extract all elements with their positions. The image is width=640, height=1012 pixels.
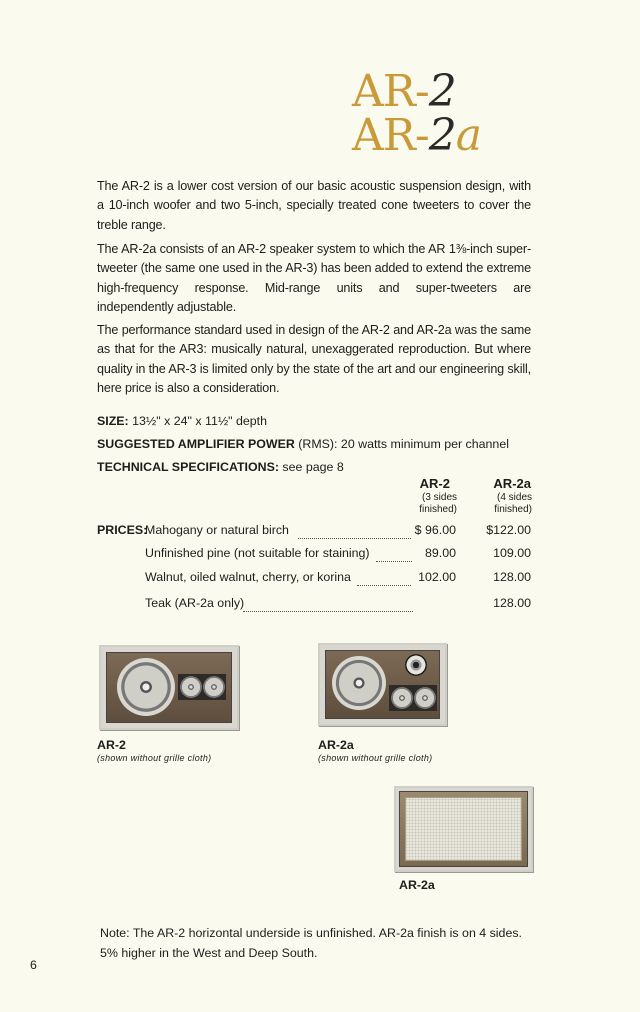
col-head-ar2a: AR-2a <box>493 476 531 491</box>
title-suffix: a <box>455 110 482 161</box>
col-note-ar2 <box>395 492 457 516</box>
leader-dots <box>243 599 413 612</box>
ar2a-caption: AR-2a <box>318 738 354 752</box>
tweeter-icon <box>414 687 436 709</box>
ar2a-grille-caption: AR-2a <box>399 878 435 892</box>
amp-value: (RMS): 20 watts minimum per channel <box>294 437 509 451</box>
price-ar2: 89.00 <box>424 546 456 560</box>
size-value: 13½" x 24" x 11½" depth <box>128 414 268 428</box>
title-ar2a <box>352 110 482 161</box>
col-note-line: finished) <box>419 504 457 515</box>
speaker-cabinet <box>399 791 528 867</box>
price-ar2: $ 96.00 <box>414 523 456 537</box>
title-ar2 <box>352 66 456 117</box>
price-row <box>0 596 640 614</box>
price-row-label: Walnut, oiled walnut, cherry, or korina <box>145 570 351 584</box>
price-row-label: Unfinished pine (not suitable for staining) <box>145 546 370 560</box>
ar2-caption: AR-2 <box>97 738 126 752</box>
price-ar2a: 128.00 <box>493 596 531 610</box>
prices-label: PRICES: <box>97 523 148 537</box>
ar2-subcaption: (shown without grille cloth) <box>97 753 212 763</box>
col-note-line: (4 sides <box>496 492 532 503</box>
size-label: SIZE: <box>97 414 129 428</box>
intro-paragraph: The AR-2 is a lower cost version of our basic acoustic suspension design, with a 10-inch woofer and two 5-inch, specially treated cone tweeters to cover the treble range. <box>97 179 531 232</box>
col-note-line: finished) <box>494 504 532 515</box>
super-tweeter-icon <box>405 654 427 676</box>
amp-spec <box>97 435 509 453</box>
title-prefix: AR- <box>352 110 429 161</box>
title-number: 2 <box>428 110 456 161</box>
ar2a-speaker-image <box>318 643 447 726</box>
price-row <box>0 546 640 564</box>
page-number: 6 <box>30 958 37 972</box>
tech-value: see page 8 <box>278 460 344 474</box>
price-row <box>0 570 640 588</box>
tweeter-panel <box>178 674 226 700</box>
speaker-cabinet <box>106 652 232 723</box>
ar2a-subcaption: (shown without grille cloth) <box>318 753 433 763</box>
title-number: 2 <box>428 66 456 117</box>
speaker-cabinet <box>325 650 440 719</box>
title-prefix: AR- <box>352 66 429 117</box>
grille-cloth <box>405 797 522 861</box>
price-ar2: 102.00 <box>418 570 456 584</box>
price-row-label: Mahogany or natural birch <box>145 523 289 537</box>
col-note-line: (3 sides <box>421 492 457 503</box>
tech-label: TECHNICAL SPECIFICATIONS: <box>97 460 279 474</box>
size-spec <box>97 412 267 430</box>
col-head-ar2: AR-2 <box>419 476 450 491</box>
tweeter-icon <box>203 676 225 698</box>
tech-spec <box>97 458 344 476</box>
price-row-label: Teak (AR-2a only) <box>145 596 245 610</box>
ar2-speaker-image <box>99 645 239 730</box>
ar2a-grille-image <box>394 786 533 872</box>
price-row <box>0 523 640 541</box>
woofer-icon <box>332 656 386 710</box>
performance-paragraph: The performance standard used in design of the AR-2 and AR-2a was the same as that for the AR3: musically natural, unexaggerated reproduction. But where quality in the AR-3 is limited only by the state of the art and our engineering skill, here price is also a consideration. <box>97 323 531 395</box>
price-ar2a: 128.00 <box>493 570 531 584</box>
price-ar2a: $122.00 <box>486 523 531 537</box>
woofer-icon <box>117 658 175 716</box>
price-ar2a: 109.00 <box>493 546 531 560</box>
amp-label: SUGGESTED AMPLIFIER POWER <box>97 437 295 451</box>
ar2a-paragraph: The AR-2a consists of an AR-2 speaker system to which the AR 1⅜-inch super-tweeter (the same one used in the AR-3) has been added to extend the extreme high-frequency response. Mid-range units and super-tweeters are independently adjustable. <box>97 242 531 314</box>
col-note-ar2a <box>470 492 532 516</box>
footnote: Note: The AR-2 horizontal underside is unfinished. AR-2a finish is on 4 sides. 5% higher in the West and Deep South. <box>100 926 522 960</box>
tweeter-panel <box>389 685 437 711</box>
tweeter-icon <box>391 687 413 709</box>
tweeter-icon <box>180 676 202 698</box>
